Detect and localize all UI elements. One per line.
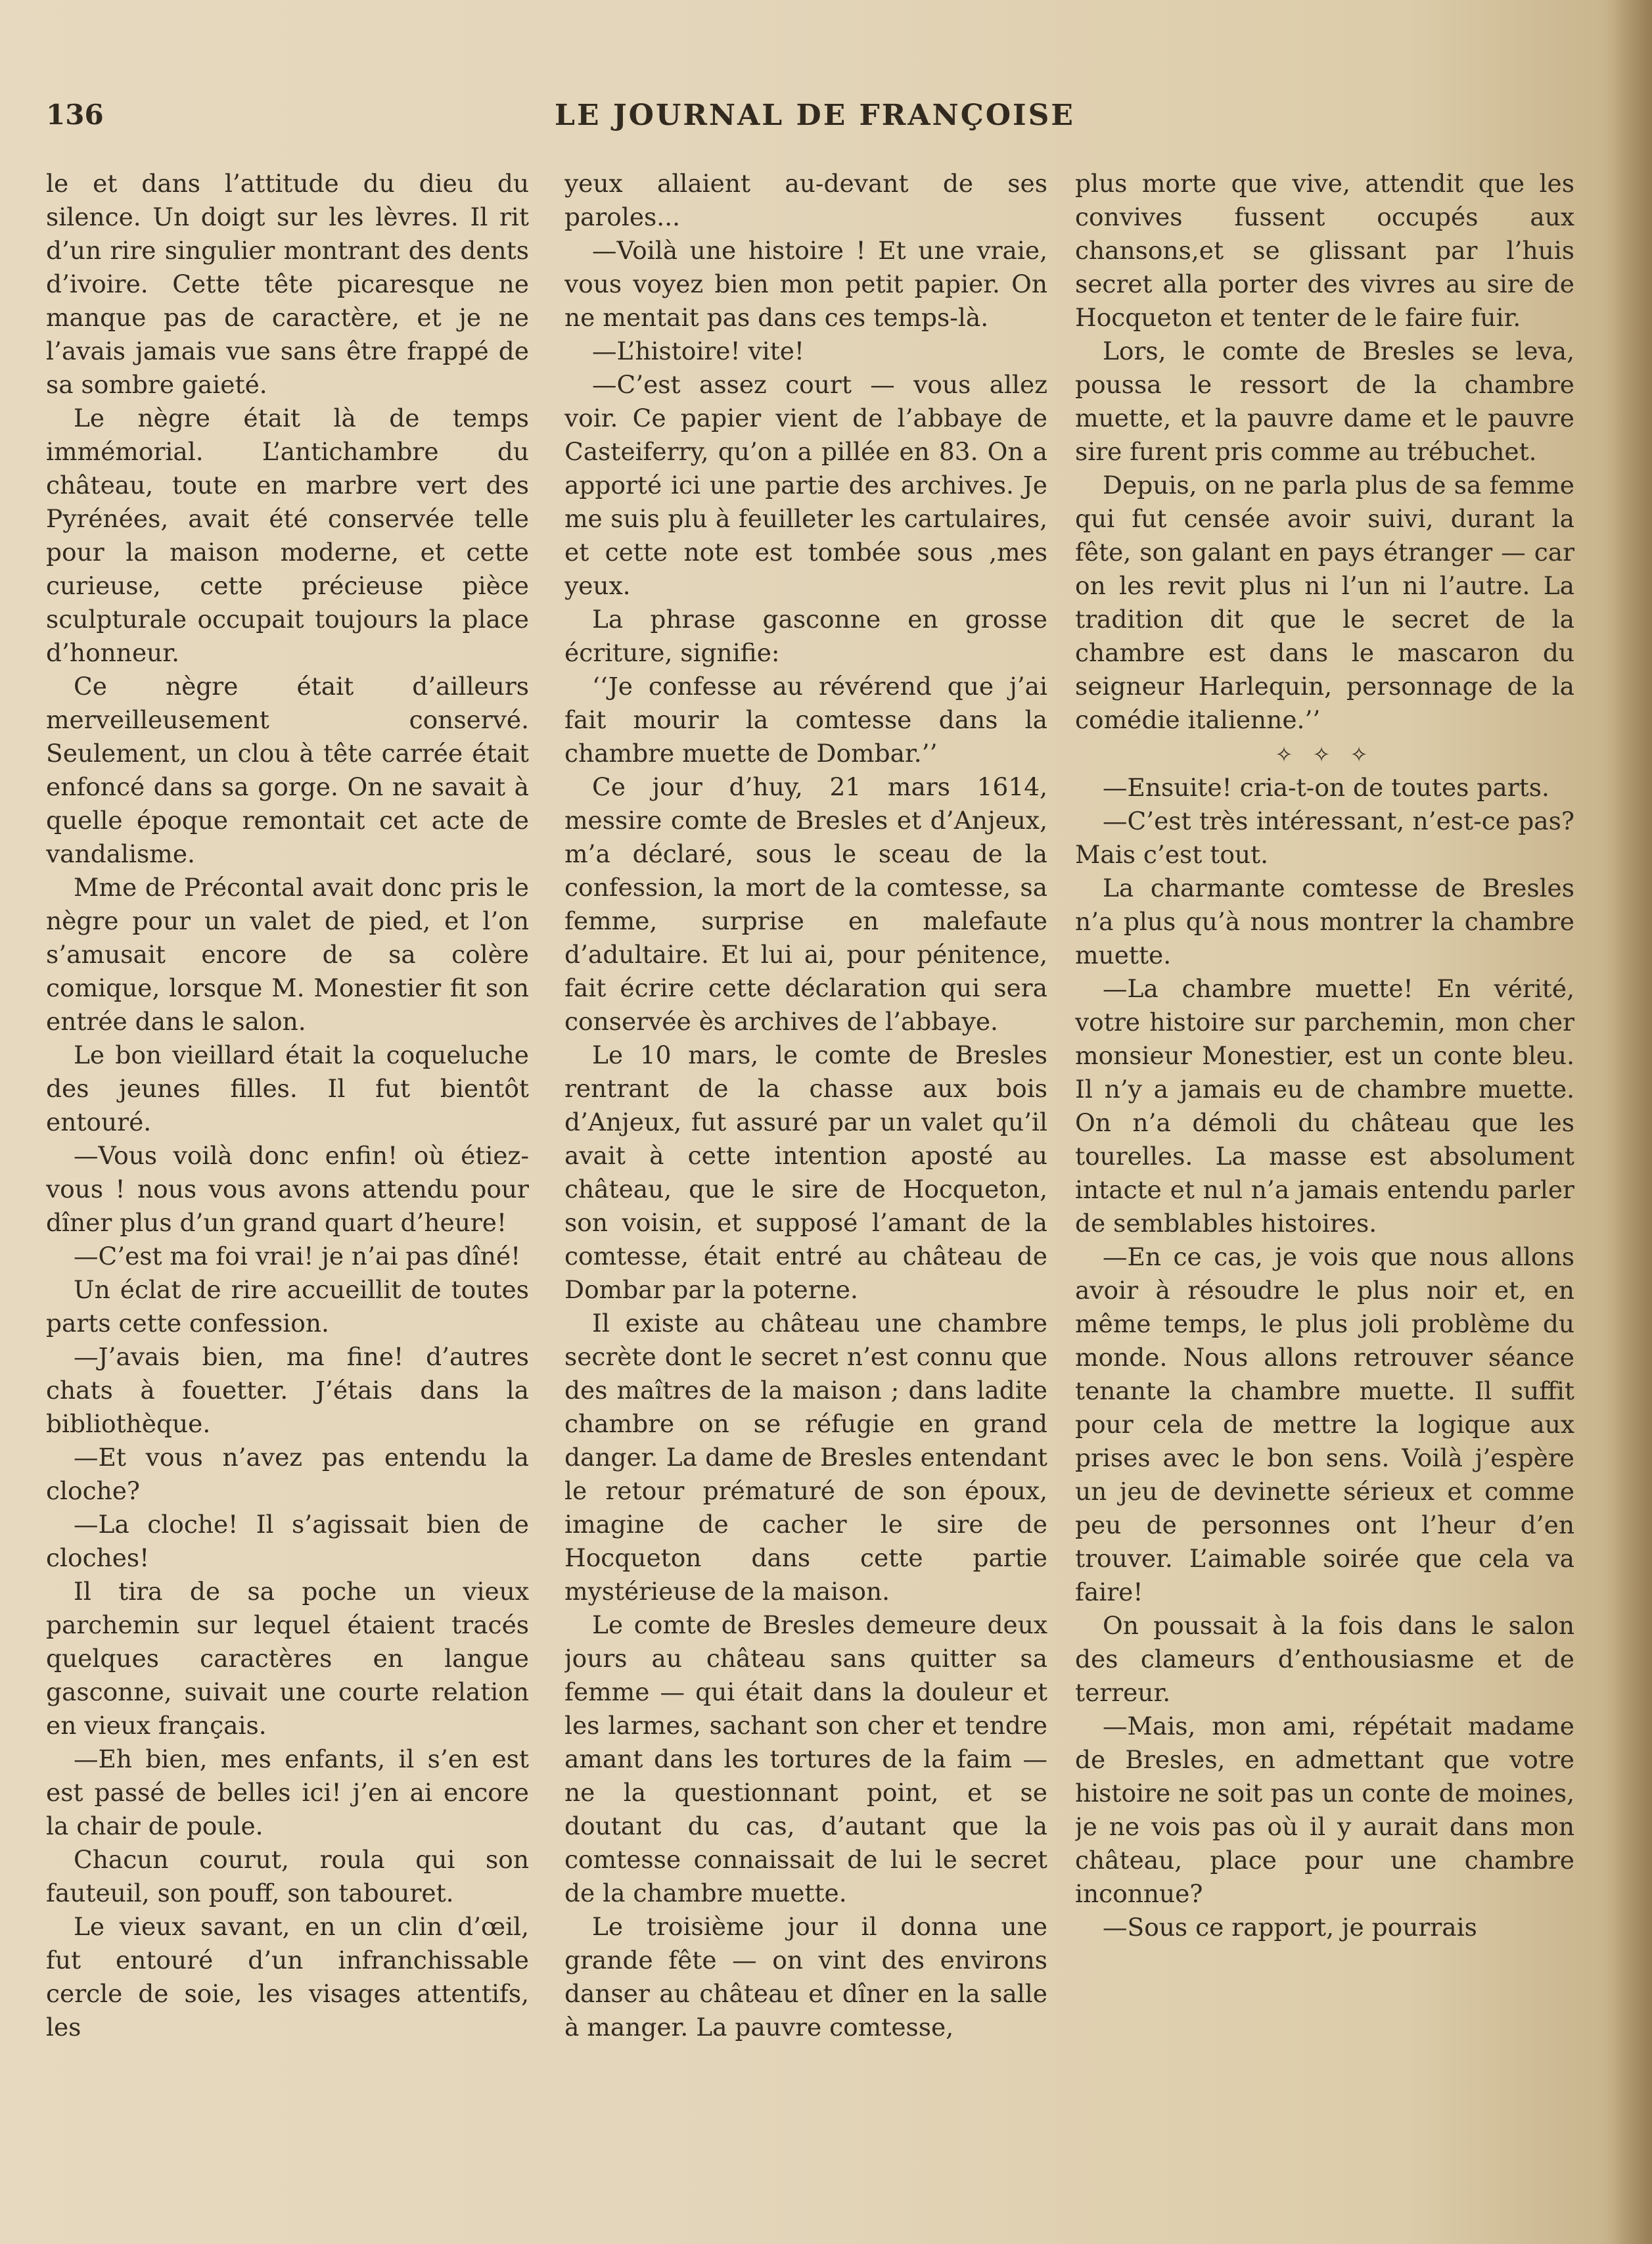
paragraph: Le nègre était là de temps immémorial. L’antichambre du château, toute en marbre vert des Pyrénées, avait été conservée telle pour la maison moderne, et cette curieuse, cette précieuse pièce sculpturale occupait toujours la place d’honneur. bbox=[46, 404, 529, 667]
quote-paragraph: ‘‘Je confesse au révérend que j’ai fait mourir la comtesse dans la chambre muette de Dombar.’’ bbox=[564, 672, 1047, 768]
paragraph: La phrase gasconne en grosse écriture, signifie: bbox=[564, 605, 1047, 667]
paragraph: —L’histoire! vite! bbox=[592, 337, 804, 365]
paragraph: —C’est assez court — vous allez voir. Ce papier vient de l’abbaye de Casteiferry, qu’on a pillée en 83. On a apporté ici une partie des archives. Je me suis plu à feuilleter les cartulaires, et cette note est tombée sous ,mes yeux. bbox=[564, 370, 1047, 600]
text-column-2 bbox=[564, 167, 1047, 2086]
page-header bbox=[46, 99, 1584, 145]
paragraph: On poussait à la fois dans le salon des clameurs d’enthousiasme et de terreur. bbox=[1075, 1611, 1574, 1707]
paragraph: Le vieux savant, en un clin d’œil, fut entouré d’un infranchissable cercle de soie, les visages attentifs, les bbox=[46, 1912, 529, 2042]
paragraph: —Sous ce rapport, je pourrais bbox=[1103, 1913, 1477, 1942]
paragraph: Depuis, on ne parla plus de sa femme qui fut censée avoir suivi, durant la fête, son galant en pays étranger — car on les revit plus ni l’un ni l’autre. La tradition dit que le secret de la chambre est dans le mascaron du seigneur Harlequin, personnage de la comédie italienne.’’ bbox=[1075, 471, 1574, 734]
paragraph: Lors, le comte de Bresles se leva, poussa le ressort de la chambre muette, et la pauvre dame et le pauvre sire furent pris comme au trébuchet. bbox=[1075, 337, 1574, 466]
paragraph: —Eh bien, mes enfants, il s’en est est passé de belles ici! j’en ai encore la chair de poule. bbox=[46, 1744, 529, 1840]
page-edge-shadow bbox=[1613, 0, 1652, 2244]
section-ornament: ✧ ✧ ✧ bbox=[1275, 742, 1375, 767]
paragraph: La charmante comtesse de Bresles n’a plus qu’à nous montrer la chambre muette. bbox=[1075, 874, 1574, 970]
paragraph: —La chambre muette! En vérité, votre histoire sur parchemin, mon cher monsieur Monestier, est un conte bleu. Il n’y a jamais eu de chambre muette. On n’a démoli du château que les tourelles. La masse est absolument intacte et nul n’a jamais entendu parler de semblables histoires. bbox=[1075, 974, 1574, 1238]
page-number: 136 bbox=[46, 99, 104, 131]
paragraph: le et dans l’attitude du dieu du silence. Un doigt sur les lèvres. Il rit d’un rire singulier montrant des dents d’ivoire. Cette tête picaresque ne manque pas de caractère, et je ne l’avais jamais vue sans être frappé de sa sombre gaieté. bbox=[46, 169, 529, 399]
paragraph: Mme de Précontal avait donc pris le nègre pour un valet de pied, et l’on s’amusait encore de sa colère comique, lorsque M. Monestier fit son entrée dans le salon. bbox=[46, 873, 529, 1036]
paragraph: —En ce cas, je vois que nous allons avoir à résoudre le plus noir et, en même temps, le plus joli problème du monde. Nous allons retrouver séance tenante la chambre muette. Il suffit pour cela de mettre la logique aux prises avec le bon sens. Voilà j’espère un jeu de devinette sérieux et comme peu de personnes ont l’heur d’en trouver. L’aimable soirée que cela va faire! bbox=[1075, 1242, 1574, 1606]
paragraph: —La cloche! Il s’agissait bien de cloches! bbox=[46, 1510, 529, 1572]
paragraph: Ce nègre était d’ailleurs merveilleusement conservé. Seulement, un clou à tête carrée était enfoncé dans sa gorge. On ne savait à quelle époque remontait cet acte de vandalisme. bbox=[46, 672, 529, 868]
paragraph: Un éclat de rire accueillit de toutes parts cette confession. bbox=[46, 1275, 529, 1338]
paragraph: Chacun courut, roula qui son fauteuil, son pouff, son tabouret. bbox=[46, 1845, 529, 1907]
paragraph: plus morte que vive, attendit que les convives fussent occupés aux chansons,et se glissant par l’huis secret alla porter des vivres au sire de Hocqueton et tenter de le faire fuir. bbox=[1075, 169, 1574, 332]
paragraph: Le 10 mars, le comte de Bresles rentrant de la chasse aux bois d’Anjeux, fut assuré par un valet qu’il avait à cette intention aposté au château, que le sire de Hocqueton, son voisin, et supposé l’amant de la comtesse, était entré au château de Dombar par la poterne. bbox=[564, 1040, 1047, 1304]
paragraph: —Voilà une histoire ! Et une vraie, vous voyez bien mon petit papier. On ne mentait pas dans ces temps-là. bbox=[564, 236, 1047, 332]
text-column-3 bbox=[1075, 167, 1574, 2086]
paragraph: Il tira de sa poche un vieux parchemin sur lequel étaient tracés quelques caractères en langue gasconne, suivait une courte relation en vieux français. bbox=[46, 1577, 529, 1740]
paragraph: —C’est très intéressant, n’est-ce pas? Mais c’est tout. bbox=[1075, 806, 1574, 869]
paragraph: Il existe au château une chambre secrète dont le secret n’est connu que des maîtres de la maison ; dans ladite chambre on se réfugie en grand danger. La dame de Bresles entendant le retour prématuré de son époux, imagine de cacher le sire de Hocqueton dans cette partie mystérieuse de la maison. bbox=[564, 1309, 1047, 1606]
paragraph: —Et vous n’avez pas entendu la cloche? bbox=[46, 1443, 529, 1505]
paragraph: —Ensuite! cria-t-on de toutes parts. bbox=[1103, 773, 1549, 802]
paragraph: Ce jour d’huy, 21 mars 1614, messire comte de Bresles et d’Anjeux, m’a déclaré, sous le sceau de la confession, la mort de la comtesse, sa femme, surprise en malefaute d’adultaire. Et lui ai, pour pénitence, fait écrire cette déclaration qui sera conservée ès archives de l’abbaye. bbox=[564, 772, 1047, 1036]
paragraph: yeux allaient au-devant de ses paroles... bbox=[564, 169, 1047, 231]
journal-title: LE JOURNAL DE FRANÇOISE bbox=[555, 99, 1075, 132]
paragraph: —C’est ma foi vrai! je n’ai pas dîné! bbox=[74, 1242, 521, 1271]
paragraph: —Mais, mon ami, répétait madame de Bresles, en admettant que votre histoire ne soit pas un conte de moines, je ne vois pas où il y aurait dans mon château, place pour une chambre inconnue? bbox=[1075, 1712, 1574, 1908]
text-column-1 bbox=[46, 167, 529, 2086]
paragraph: Le troisième jour il donna une grande fête — on vint des environs danser au château et dîner en la salle à manger. La pauvre comtesse, bbox=[564, 1912, 1047, 2042]
paragraph: Le comte de Bresles demeure deux jours au château sans quitter sa femme — qui était dans la douleur et les larmes, sachant son cher et tendre amant dans les tortures de la faim — ne la questionnant point, et se doutant du cas, d’autant que la comtesse connaissait de lui le secret de la chambre muette. bbox=[564, 1610, 1047, 1907]
paragraph: —J’avais bien, ma fine! d’autres chats à fouetter. J’étais dans la bibliothèque. bbox=[46, 1342, 529, 1438]
paragraph: Le bon vieillard était la coqueluche des jeunes filles. Il fut bientôt entouré. bbox=[46, 1040, 529, 1136]
paragraph: —Vous voilà donc enfin! où étiez-vous ! nous vous avons attendu pour dîner plus d’un grand quart d’heure! bbox=[46, 1141, 529, 1237]
